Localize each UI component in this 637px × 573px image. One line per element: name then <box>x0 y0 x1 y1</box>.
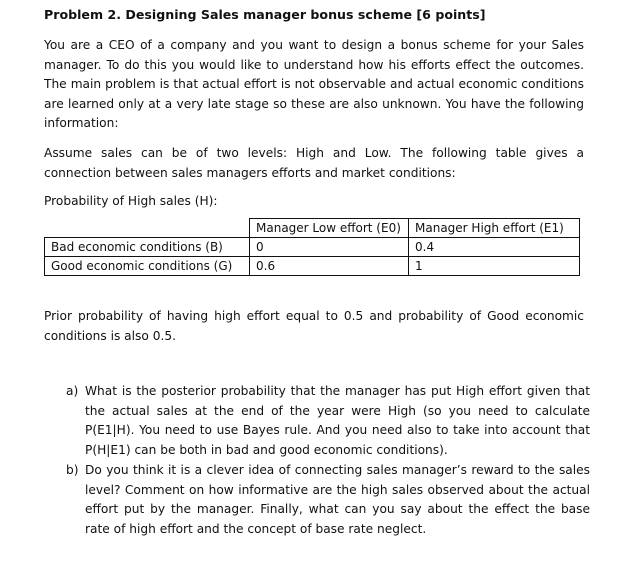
table-cell: Bad economic conditions (B) <box>45 238 250 257</box>
problem-title: Problem 2. Designing Sales manager bonus scheme [6 points] <box>44 7 486 22</box>
table-header-cell: Manager High effort (E1) <box>409 219 580 238</box>
question-text: Do you think it is a clever idea of connecting sales manager’s reward to the sales level? Comment on how informative are the high sales observed about the actual effort put by the manager. Finally, what can you say about the effect the base rate of high effort and the concept of base rate neglect. <box>85 463 590 536</box>
table-row <box>45 257 580 276</box>
table-cell: 1 <box>409 257 580 276</box>
question-list <box>44 382 590 540</box>
table-header-row <box>45 219 580 238</box>
table-cell: Good economic conditions (G) <box>45 257 250 276</box>
question-text: What is the posterior probability that the manager has put High effort given that the actual sales at the end of the year were High (so you need to calculate P(E1|H). You need to use Bayes rule. And you need also to take into account that P(H|E1) can be both in bad and good economic conditions). <box>85 384 590 457</box>
table-caption: Probability of High sales (H): <box>44 194 218 208</box>
table-cell: 0.4 <box>409 238 580 257</box>
table-header-cell <box>45 219 250 238</box>
list-item <box>44 461 590 539</box>
table-cell: 0 <box>250 238 409 257</box>
probability-table <box>44 218 580 276</box>
table-cell: 0.6 <box>250 257 409 276</box>
list-item <box>44 382 590 460</box>
assumption-paragraph: Assume sales can be of two levels: High and Low. The following table gives a connection between sales managers efforts and market conditions: <box>44 146 584 180</box>
intro-paragraph: You are a CEO of a company and you want to design a bonus scheme for your Sales manager. To do this you would like to understand how his efforts effect the outcomes. The main problem is that actual effort is not observable and actual economic conditions are learned only at a very late stage so these are also unknown. You have the following information: <box>44 38 584 130</box>
prior-paragraph: Prior probability of having high effort equal to 0.5 and probability of Good economic conditions is also 0.5. <box>44 309 584 343</box>
question-marker: b) <box>66 463 79 477</box>
table-header-cell: Manager Low effort (E0) <box>250 219 409 238</box>
question-marker: a) <box>66 384 79 398</box>
table-row <box>45 238 580 257</box>
